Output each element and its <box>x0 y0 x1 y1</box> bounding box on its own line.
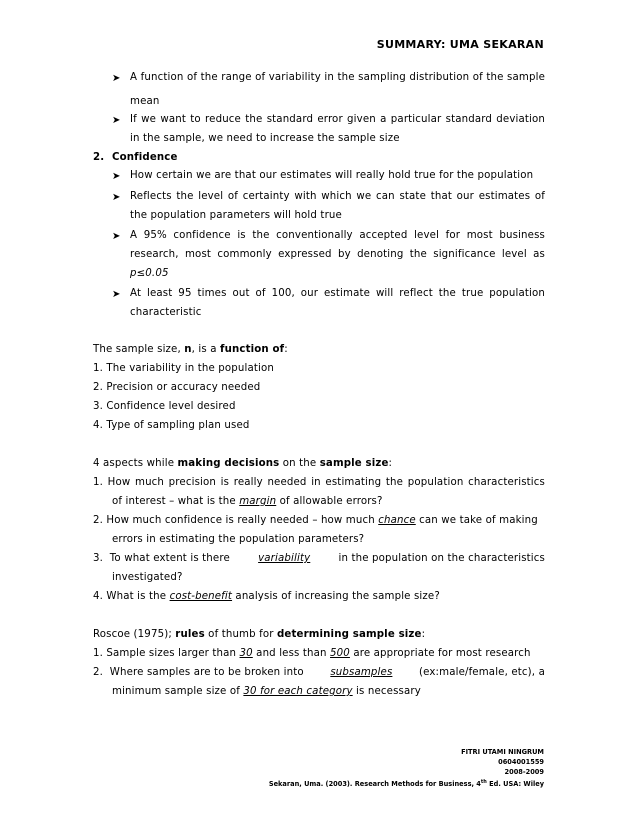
page-footer <box>269 747 544 789</box>
list-item <box>93 515 538 526</box>
list-item <box>93 648 531 659</box>
citation <box>269 777 544 789</box>
text: of interest – what is the <box>112 496 240 507</box>
author-id: 0604001559 <box>498 758 544 766</box>
author-name: FITRI UTAMI NINGRUM <box>461 748 544 756</box>
text: of thumb for <box>204 629 277 640</box>
bullet-text: If we want to reduce the standard error given a particular standard deviation <box>130 114 545 125</box>
bullet-arrow-icon: ➤ <box>112 73 121 84</box>
text-underlined: 30 <box>239 648 253 659</box>
section-heading: Confidence <box>112 152 178 163</box>
bullet-text: At least 95 times out of 100, our estimate will reflect the true population <box>130 288 545 299</box>
bullet-text: A 95% confidence is the conventionally accepted level for most business <box>130 230 545 241</box>
text: and less than <box>252 648 331 659</box>
academic-year: 2008-2009 <box>504 768 544 776</box>
text: , is a <box>191 344 221 355</box>
bullet-arrow-icon: ➤ <box>112 192 121 203</box>
bullet-text: Reflects the level of certainty with which we can state that our estimates of <box>130 191 545 202</box>
bullet-arrow-icon: ➤ <box>112 289 121 300</box>
bullet-text: characteristic <box>130 307 202 318</box>
text: Sekaran, Uma. (2003). Research Methods for Business, 4 <box>268 780 481 789</box>
text-underlined: margin <box>239 496 277 507</box>
text: in the population on the characteristics <box>335 553 545 564</box>
list-item: errors in estimating the population parameters? <box>112 534 365 545</box>
bullet-text: in the sample, we need to increase the sample size <box>130 133 400 144</box>
list-item <box>93 667 545 678</box>
bullet-text: mean <box>130 96 160 107</box>
text: : <box>388 458 393 469</box>
paragraph <box>93 344 288 355</box>
paragraph <box>93 629 425 640</box>
text-bold: determining sample size <box>276 629 422 640</box>
bullet-text: research, most commonly expressed by denoting the significance level as <box>130 249 545 260</box>
bullet-arrow-icon: ➤ <box>112 115 121 126</box>
list-item <box>112 686 421 697</box>
paragraph <box>93 458 392 469</box>
list-item <box>112 496 383 507</box>
text: can we take of making <box>415 515 538 526</box>
list-item: investigated? <box>112 572 183 583</box>
text-underlined: chance <box>378 515 416 526</box>
text-underlined: 30 for each category <box>243 686 353 697</box>
text-underlined: variability <box>258 553 311 564</box>
page-header: SUMMARY: UMA SEKARAN <box>376 38 544 51</box>
text-bold: n <box>184 344 192 355</box>
text: 3. To what extent is there <box>93 553 234 564</box>
text-underlined: subsamples <box>330 667 393 678</box>
text: Roscoe (1975); <box>93 629 176 640</box>
text: of allowable errors? <box>276 496 383 507</box>
bullet-arrow-icon: ➤ <box>112 171 121 182</box>
text-bold: rules <box>175 629 205 640</box>
bullet-text: How certain we are that our estimates will really hold true for the population <box>130 170 534 181</box>
text-underlined: cost-benefit <box>169 591 233 602</box>
text: th <box>480 779 487 785</box>
section-number: 2. <box>93 152 105 163</box>
bullet-text: the population parameters will hold true <box>130 210 342 221</box>
text: 2. How much confidence is really needed – how much <box>93 515 379 526</box>
list-item <box>93 591 440 602</box>
list-item: 2. Precision or accuracy needed <box>93 382 261 393</box>
text: (ex:male/female, etc), a <box>415 667 545 678</box>
text: 2. Where samples are to be broken into <box>93 667 308 678</box>
text-underlined: 500 <box>330 648 350 659</box>
text: are appropriate for most research <box>349 648 531 659</box>
list-item <box>93 553 545 564</box>
text: on the <box>279 458 320 469</box>
text-bold: sample size <box>319 458 389 469</box>
text: : <box>284 344 288 355</box>
bullet-text: p≤0.05 <box>130 268 169 279</box>
text: Ed. USA: Wiley <box>486 780 544 789</box>
text-bold: making decisions <box>177 458 280 469</box>
text: : <box>421 629 426 640</box>
bullet-text: A function of the range of variability in the sampling distribution of the sample <box>130 72 545 83</box>
text: 4 aspects while <box>93 458 178 469</box>
bullet-arrow-icon: ➤ <box>112 231 121 242</box>
text: The sample size, <box>93 344 185 355</box>
text: 4. What is the <box>93 591 170 602</box>
text: analysis of increasing the sample size? <box>232 591 440 602</box>
text: 1. Sample sizes larger than <box>93 648 240 659</box>
list-item: 1. The variability in the population <box>93 363 274 374</box>
text: minimum sample size of <box>112 686 244 697</box>
list-item: 4. Type of sampling plan used <box>93 420 250 431</box>
list-item: 1. How much precision is really needed in estimating the population characteristics <box>93 477 545 488</box>
list-item: 3. Confidence level desired <box>93 401 236 412</box>
text-bold: function of <box>220 344 285 355</box>
text: is necessary <box>352 686 421 697</box>
